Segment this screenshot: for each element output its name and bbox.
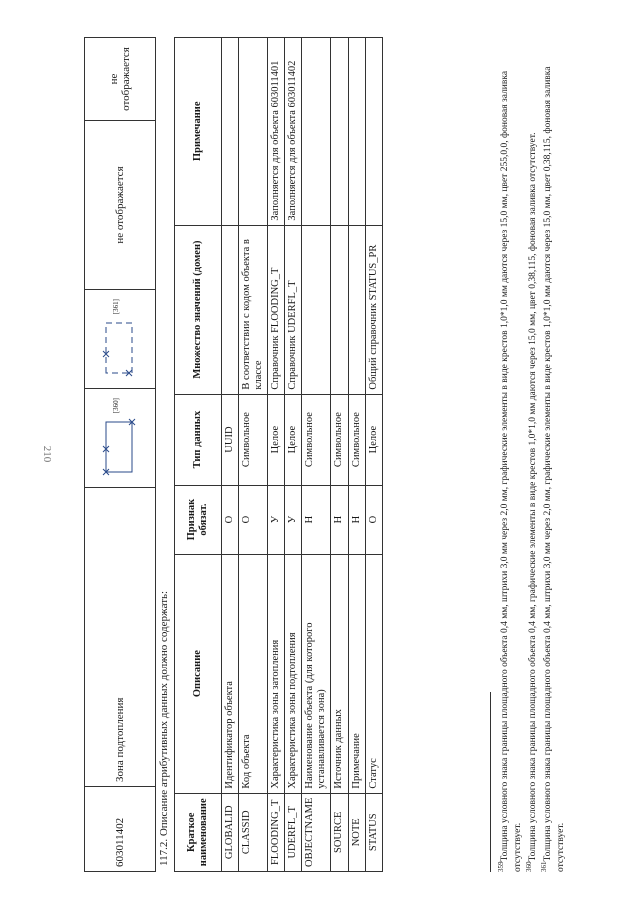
section-caption: 117.2. Описание атрибутивных данных должно содержать: (158, 590, 170, 866)
cell-required: О (365, 485, 382, 554)
cell-domain: Справочник UDERFL_T (285, 225, 302, 394)
display-note-2: не отображается (85, 38, 156, 121)
cell-domain (348, 225, 365, 394)
cell-short-name: OBJECTNAME (302, 793, 331, 871)
cell-data-type: Целое (365, 394, 382, 485)
cell-data-type: Целое (285, 394, 302, 485)
cell-data-type: Символьное (239, 394, 268, 485)
cell-required: Н (331, 485, 348, 554)
cell-domain (222, 225, 239, 394)
footnote-divider (490, 692, 491, 872)
table-row (302, 38, 331, 872)
object-symbol-table (84, 37, 156, 872)
cell-short-name: CLASSID (239, 793, 268, 871)
cell-domain (302, 225, 331, 394)
cell-note: Заполняется для объекта 603011402 (285, 38, 302, 226)
footnote-359: $^{359}$Толщина условного знака границы площадного объекта 0,4 мм, штрихи 3,0 мм через 2,0 мм, графические элементы в виде крестов 1,0*1,0 мм даются через 15,0 мм, цвет 255,0,0, фоновая заливка отсутствует. (497, 70, 523, 872)
symbol-dash-cell (85, 290, 156, 389)
table-row (348, 38, 365, 872)
col-header-description: Описание (175, 554, 222, 793)
table-row (222, 38, 239, 872)
cell-domain: Справочник FLOODING_T (268, 225, 285, 394)
cell-required: Н (348, 485, 365, 554)
boundary-cross-symbol-icon (102, 416, 138, 478)
cell-description: Примечание (348, 554, 365, 793)
footnote-ref-361: [361] (111, 299, 120, 315)
cell-note (365, 38, 382, 226)
cell-domain: Общий справочник STATUS_PR (365, 225, 382, 394)
dashed-boundary-symbol-icon (102, 317, 138, 379)
cell-domain (331, 225, 348, 394)
cell-description: Код объекта (239, 554, 268, 793)
col-header-required: Признак обязат. (175, 485, 222, 554)
table-row (239, 38, 268, 872)
cell-required: У (268, 485, 285, 554)
cell-description: Источник данных (331, 554, 348, 793)
cell-required: Н (302, 485, 331, 554)
table-header-row (175, 38, 222, 872)
col-header-domain: Множество значений (домен) (175, 225, 222, 394)
cell-short-name: UDERFL_T (285, 793, 302, 871)
cell-description: Идентификатор объекта (222, 554, 239, 793)
cell-note (302, 38, 331, 226)
symbol-cross-cell (85, 389, 156, 488)
rotated-page-content (70, 20, 610, 880)
footnote-361: $^{361}$Толщина условного знака границы площадного объекта 0,4 мм, штрихи 3,0 мм через 2,0 мм, графические элементы в виде крестов 1,0*1,0 мм даются через 15,0 мм, цвет 0,38,115, фоновая заливка отсутствует. (540, 66, 566, 872)
table-row (331, 38, 348, 872)
cell-data-type: Символьное (302, 394, 331, 485)
display-note-1: не отображается (85, 121, 156, 290)
cell-short-name: STATUS (365, 793, 382, 871)
cell-domain: В соответствии с кодом объекта в классе (239, 225, 268, 394)
object-code: 603011402 (85, 787, 156, 872)
table-row (285, 38, 302, 872)
cell-short-name: FLOODING_T (268, 793, 285, 871)
footnote-ref-360: [360] (111, 398, 120, 414)
cell-note: Заполняется для объекта 603011401 (268, 38, 285, 226)
cell-required: О (222, 485, 239, 554)
cell-short-name: SOURCE (331, 793, 348, 871)
col-header-note: Примечание (175, 38, 222, 226)
cell-note (239, 38, 268, 226)
footnote-360: $^{360}$Толщина условного знака границы площадного объекта 0,4 мм, графические элементы в виде крестов 1,0*1,0 мм даются через 15,0 мм, цвет 0,38,115, фоновая заливка отсутствует. (524, 132, 538, 872)
cell-note (222, 38, 239, 226)
table-row (268, 38, 285, 872)
cell-description: Статус (365, 554, 382, 793)
col-header-data-type: Тип данных (175, 394, 222, 485)
cell-short-name: NOTE (348, 793, 365, 871)
cell-required: У (285, 485, 302, 554)
object-row (85, 38, 156, 872)
cell-description: Характеристика зоны подтопления (285, 554, 302, 793)
cell-data-type: UUID (222, 394, 239, 485)
cell-data-type: Символьное (348, 394, 365, 485)
cell-note (331, 38, 348, 226)
cell-required: О (239, 485, 268, 554)
table-row (365, 38, 382, 872)
cell-note (348, 38, 365, 226)
cell-description: Характеристика зоны затопления (268, 554, 285, 793)
cell-short-name: GLOBALID (222, 793, 239, 871)
page-number: 210 (41, 445, 53, 463)
cell-description: Наименование объекта (для которого устанавливается зона) (302, 554, 331, 793)
footnotes (490, 32, 568, 872)
col-header-short-name: Краткое наименование (175, 793, 222, 871)
cell-data-type: Символьное (331, 394, 348, 485)
attribute-table (174, 37, 383, 872)
object-name: Зона подтопления (85, 488, 156, 787)
cell-data-type: Целое (268, 394, 285, 485)
